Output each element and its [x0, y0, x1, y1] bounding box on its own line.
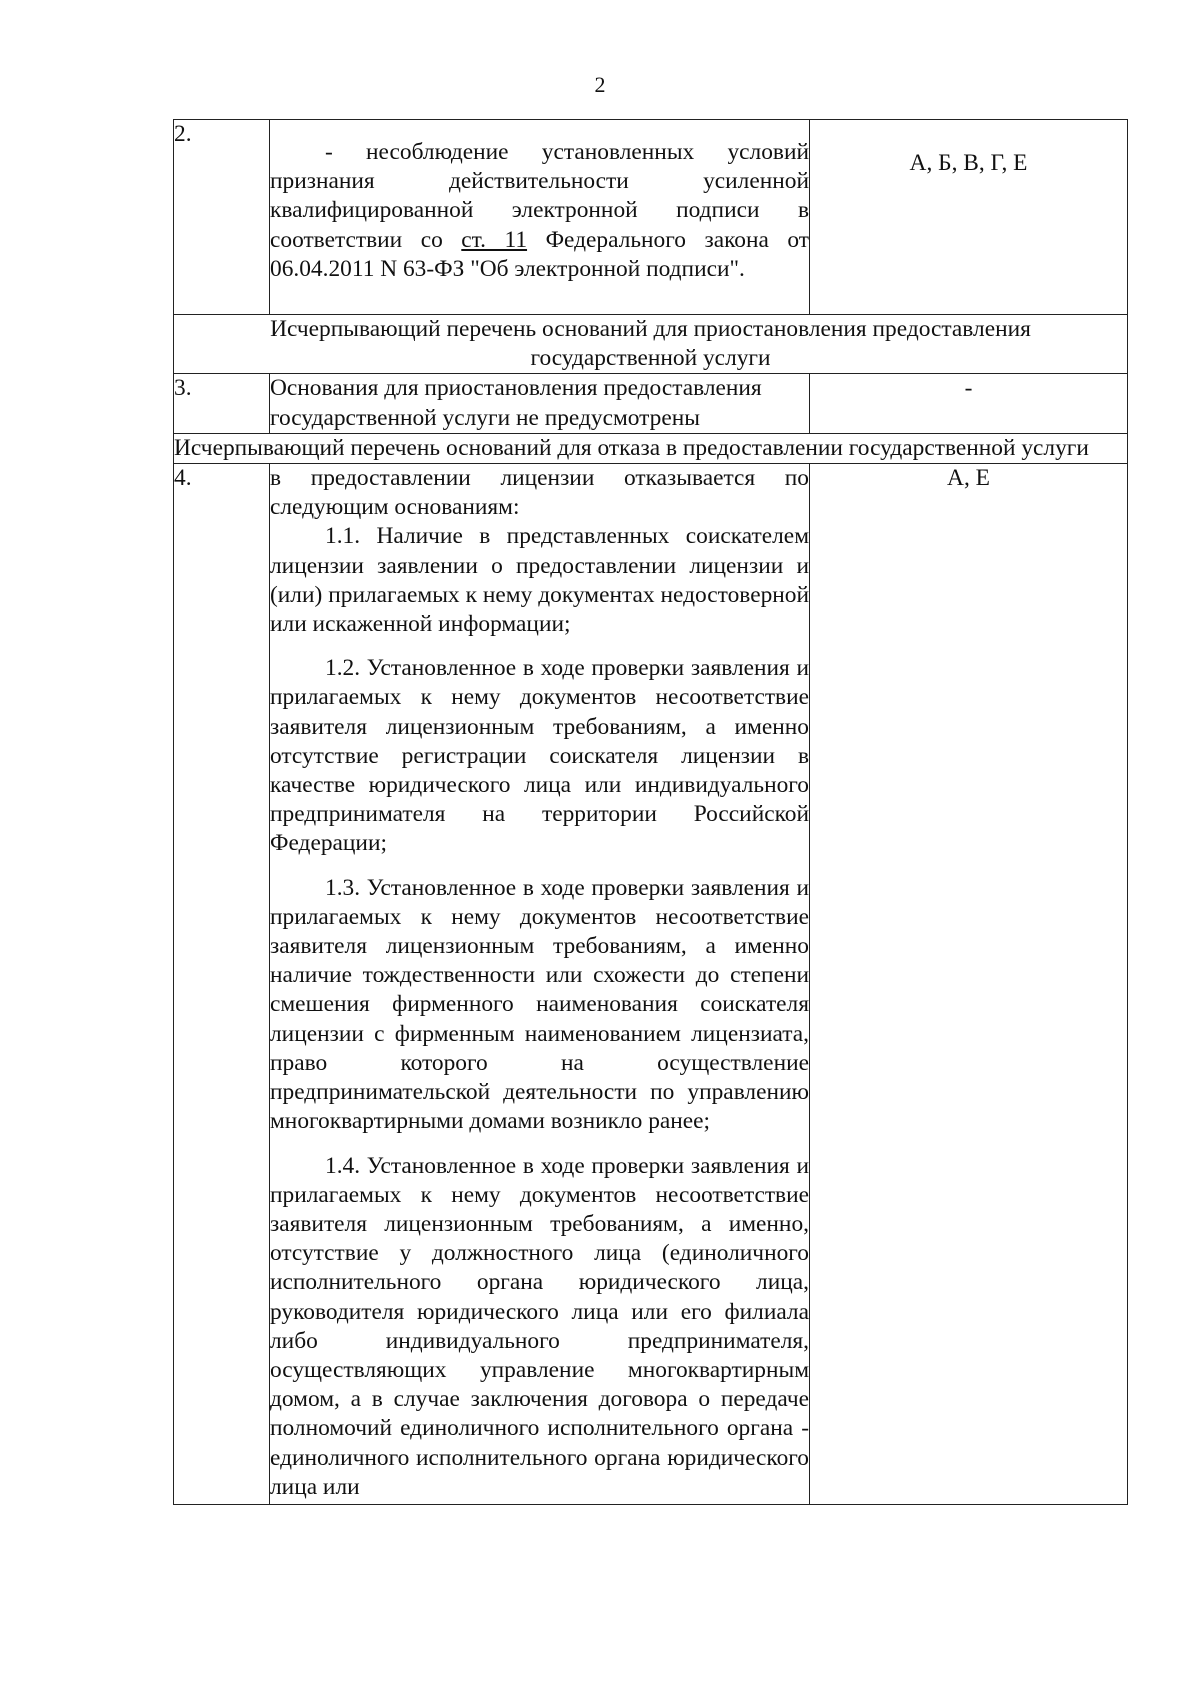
law-article-link[interactable]: ст. 11 [461, 226, 528, 253]
paragraph-signature-conditions [270, 138, 809, 284]
paragraph-item-1-3: 1.3. Установленное в ходе проверки заявления и прилагаемых к нему документов несоответствие заявителя лицензионным требованиям, а именно наличие тождественности или схожести до степени смешения фирменного наименования соискателя лицензии с фирменным наименованием лицензиата, право которого на осуществление предпринимательской деятельности по управлению многоквартирными домами возникло ранее; [270, 874, 809, 1135]
text-before-link: - несоблюдение установленных условий признания действительности усиленной квалифицированной электронной подписи в соответствии со [270, 139, 809, 253]
row-description [270, 120, 810, 315]
section-row-refusal [174, 433, 1128, 463]
paragraph-item-1-4: 1.4. Установленное в ходе проверки заявления и прилагаемых к нему документов несоответствие заявителя лицензионным требованиям, а именно, отсутствие у должностного лица (единоличного исполнительного органа юридического лица, руководителя юридического лица или его филиала либо индивидуального предпринимателя, осуществляющих управление многоквартирным домом, а в случае заключения договора о передаче полномочий единоличного исполнительного органа - единоличного исполнительного органа юридического лица или [270, 1152, 809, 1500]
page-number: 2 [594, 72, 606, 97]
row-number: 2. [174, 120, 270, 315]
row-number: 4. [174, 464, 270, 1505]
paragraph-no-suspension: Основания для приостановления предоставления государственной услуги не предусмотрены [270, 375, 762, 431]
row-applicant-codes: А, Б, В, Г, Е [810, 120, 1128, 315]
row-description [270, 374, 810, 433]
grounds-table [173, 119, 1128, 1505]
paragraph-intro: в предоставлении лицензии отказывается по следующим основаниям: [270, 465, 809, 521]
paragraph-item-1-1: 1.1. Наличие в представленных соискателем лицензии заявлении о предоставлении лицензии и (или) прилагаемых к нему документах недостоверной или искаженной информации; [270, 523, 809, 638]
row-applicant-codes: - [810, 374, 1128, 433]
table-row-3 [174, 374, 1128, 433]
row-applicant-codes: А, Е [810, 464, 1128, 1505]
section-heading-refusal: Исчерпывающий перечень оснований для отказа в предоставлении государственной услуги [174, 433, 1128, 463]
paragraph-item-1-2: 1.2. Установленное в ходе проверки заявления и прилагаемых к нему документов несоответствие заявителя лицензионным требованиям, а именно отсутствие регистрации соискателя лицензии в качестве юридического лица или индивидуального предпринимателя на территории Российской Федерации; [270, 655, 809, 857]
text-after-link: Федерального закона от 06.04.2011 N 63-ФЗ "Об электронной подписи". [270, 226, 809, 282]
table-row-4 [174, 464, 1128, 1505]
row-number: 3. [174, 374, 270, 433]
table-row-2 [174, 120, 1128, 315]
section-row-suspension [174, 315, 1128, 374]
section-heading-suspension: Исчерпывающий перечень оснований для приостановления предоставления государственной услуги [174, 315, 1128, 374]
row-description [270, 464, 810, 1505]
